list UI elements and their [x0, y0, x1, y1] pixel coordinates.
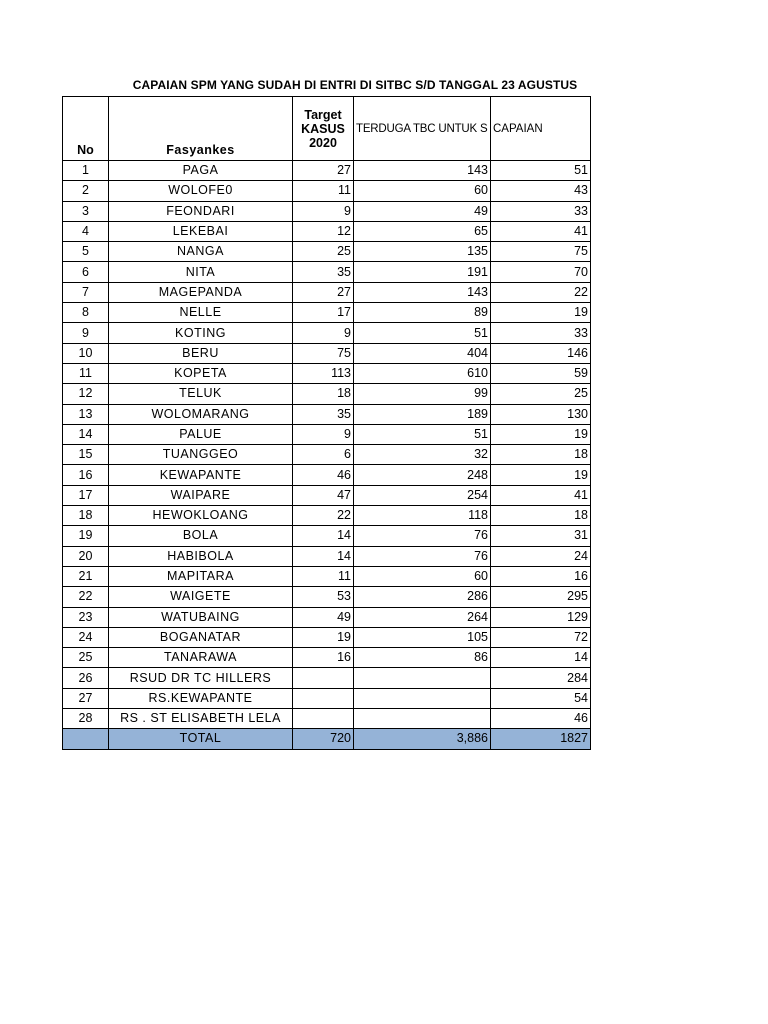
table-row	[63, 607, 591, 627]
row-no: 17	[63, 485, 109, 505]
row-fasyankes: BOLA	[109, 526, 293, 546]
total-no-cell	[63, 729, 109, 749]
row-terduga: 49	[354, 201, 491, 221]
row-terduga: 60	[354, 181, 491, 201]
row-no: 13	[63, 404, 109, 424]
row-capaian: 19	[491, 424, 591, 444]
row-terduga: 248	[354, 465, 491, 485]
row-no: 21	[63, 566, 109, 586]
table-row	[63, 709, 591, 729]
row-fasyankes: BERU	[109, 343, 293, 363]
row-target: 22	[293, 506, 354, 526]
row-capaian: 129	[491, 607, 591, 627]
row-no: 24	[63, 627, 109, 647]
row-fasyankes: KOTING	[109, 323, 293, 343]
row-fasyankes: BOGANATAR	[109, 627, 293, 647]
row-no: 16	[63, 465, 109, 485]
table-row	[63, 343, 591, 363]
row-no: 22	[63, 587, 109, 607]
total-target: 720	[293, 729, 354, 749]
row-capaian: 146	[491, 343, 591, 363]
row-capaian: 16	[491, 566, 591, 586]
row-capaian: 19	[491, 465, 591, 485]
row-fasyankes: NANGA	[109, 242, 293, 262]
row-no: 9	[63, 323, 109, 343]
row-no: 8	[63, 303, 109, 323]
row-terduga: 32	[354, 445, 491, 465]
row-capaian: 54	[491, 688, 591, 708]
row-capaian: 41	[491, 485, 591, 505]
table-row	[63, 363, 591, 383]
row-fasyankes: WATUBAING	[109, 607, 293, 627]
header-target	[293, 97, 354, 161]
row-no: 23	[63, 607, 109, 627]
row-terduga: 51	[354, 424, 491, 444]
row-target	[293, 668, 354, 688]
row-capaian: 22	[491, 282, 591, 302]
table-row	[63, 688, 591, 708]
row-target: 11	[293, 181, 354, 201]
row-target	[293, 688, 354, 708]
row-terduga	[354, 709, 491, 729]
table-row	[63, 201, 591, 221]
table-row	[63, 506, 591, 526]
row-terduga: 143	[354, 161, 491, 181]
row-fasyankes: NELLE	[109, 303, 293, 323]
row-capaian: 51	[491, 161, 591, 181]
table-row	[63, 445, 591, 465]
row-capaian: 72	[491, 627, 591, 647]
total-capaian: 1827	[491, 729, 591, 749]
table-row	[63, 303, 591, 323]
row-capaian: 18	[491, 506, 591, 526]
row-no: 11	[63, 363, 109, 383]
row-capaian: 41	[491, 221, 591, 241]
row-no: 12	[63, 384, 109, 404]
row-capaian: 284	[491, 668, 591, 688]
row-target: 53	[293, 587, 354, 607]
row-target: 49	[293, 607, 354, 627]
row-fasyankes: HABIBOLA	[109, 546, 293, 566]
row-terduga: 105	[354, 627, 491, 647]
row-capaian: 75	[491, 242, 591, 262]
row-capaian: 295	[491, 587, 591, 607]
row-target: 9	[293, 323, 354, 343]
row-fasyankes: MAPITARA	[109, 566, 293, 586]
row-terduga: 99	[354, 384, 491, 404]
total-label: TOTAL	[109, 729, 293, 749]
row-no: 7	[63, 282, 109, 302]
total-terduga: 3,886	[354, 729, 491, 749]
row-no: 15	[63, 445, 109, 465]
row-fasyankes: HEWOKLOANG	[109, 506, 293, 526]
table-row	[63, 161, 591, 181]
row-terduga: 610	[354, 363, 491, 383]
row-target: 47	[293, 485, 354, 505]
table-row	[63, 668, 591, 688]
row-no: 18	[63, 506, 109, 526]
table-row	[63, 526, 591, 546]
row-target: 14	[293, 546, 354, 566]
row-target: 6	[293, 445, 354, 465]
row-target: 27	[293, 161, 354, 181]
table-header-row	[63, 97, 591, 161]
row-capaian: 31	[491, 526, 591, 546]
row-fasyankes: TELUK	[109, 384, 293, 404]
table-row	[63, 221, 591, 241]
row-fasyankes: PAGA	[109, 161, 293, 181]
row-capaian: 24	[491, 546, 591, 566]
row-fasyankes: FEONDARI	[109, 201, 293, 221]
row-capaian: 33	[491, 201, 591, 221]
row-fasyankes: WAIGETE	[109, 587, 293, 607]
row-no: 25	[63, 648, 109, 668]
table-row	[63, 282, 591, 302]
row-no: 28	[63, 709, 109, 729]
row-terduga: 89	[354, 303, 491, 323]
row-fasyankes: WAIPARE	[109, 485, 293, 505]
row-no: 5	[63, 242, 109, 262]
row-target	[293, 709, 354, 729]
row-fasyankes: RS.KEWAPANTE	[109, 688, 293, 708]
sheet-title: CAPAIAN SPM YANG SUDAH DI ENTRI DI SITBC S/D TANGGAL 23 AGUSTUS	[132, 78, 578, 92]
row-capaian: 18	[491, 445, 591, 465]
row-fasyankes: PALUE	[109, 424, 293, 444]
row-no: 3	[63, 201, 109, 221]
row-terduga: 404	[354, 343, 491, 363]
table-row	[63, 627, 591, 647]
row-target: 19	[293, 627, 354, 647]
table-row	[63, 485, 591, 505]
row-terduga: 60	[354, 566, 491, 586]
row-terduga: 118	[354, 506, 491, 526]
row-fasyankes: LEKEBAI	[109, 221, 293, 241]
table-row	[63, 262, 591, 282]
row-no: 27	[63, 688, 109, 708]
header-target-line3: 2020	[309, 135, 337, 150]
row-terduga: 76	[354, 546, 491, 566]
row-no: 6	[63, 262, 109, 282]
table-row	[63, 465, 591, 485]
row-fasyankes: MAGEPANDA	[109, 282, 293, 302]
row-fasyankes: KEWAPANTE	[109, 465, 293, 485]
header-fasyankes: Fasyankes	[109, 97, 293, 161]
row-target: 46	[293, 465, 354, 485]
total-row	[63, 729, 591, 749]
row-target: 16	[293, 648, 354, 668]
row-capaian: 46	[491, 709, 591, 729]
table-row	[63, 384, 591, 404]
table-body	[63, 161, 591, 729]
row-terduga: 191	[354, 262, 491, 282]
row-capaian: 59	[491, 363, 591, 383]
row-target: 17	[293, 303, 354, 323]
table-row	[63, 566, 591, 586]
row-target: 9	[293, 201, 354, 221]
row-capaian: 130	[491, 404, 591, 424]
row-capaian: 25	[491, 384, 591, 404]
table-row	[63, 404, 591, 424]
capaian-table	[62, 96, 591, 750]
row-target: 27	[293, 282, 354, 302]
header-target-line2: KASUS	[301, 121, 345, 136]
row-no: 20	[63, 546, 109, 566]
row-fasyankes: TUANGGEO	[109, 445, 293, 465]
row-fasyankes: RS . ST ELISABETH LELA	[109, 709, 293, 729]
row-terduga: 143	[354, 282, 491, 302]
row-no: 1	[63, 161, 109, 181]
row-terduga	[354, 688, 491, 708]
table-row	[63, 587, 591, 607]
row-fasyankes: RSUD DR TC HILLERS	[109, 668, 293, 688]
row-fasyankes: TANARAWA	[109, 648, 293, 668]
row-fasyankes: WOLOMARANG	[109, 404, 293, 424]
row-terduga: 264	[354, 607, 491, 627]
header-terduga: TERDUGA TBC UNTUK S	[354, 97, 491, 161]
row-terduga: 286	[354, 587, 491, 607]
row-no: 19	[63, 526, 109, 546]
row-fasyankes: WOLOFE0	[109, 181, 293, 201]
row-terduga: 254	[354, 485, 491, 505]
row-capaian: 19	[491, 303, 591, 323]
row-target: 12	[293, 221, 354, 241]
row-target: 25	[293, 242, 354, 262]
row-capaian: 14	[491, 648, 591, 668]
row-capaian: 33	[491, 323, 591, 343]
row-target: 11	[293, 566, 354, 586]
row-no: 4	[63, 221, 109, 241]
row-terduga: 65	[354, 221, 491, 241]
row-target: 9	[293, 424, 354, 444]
table-row	[63, 181, 591, 201]
row-target: 75	[293, 343, 354, 363]
row-no: 26	[63, 668, 109, 688]
row-terduga: 86	[354, 648, 491, 668]
row-target: 35	[293, 262, 354, 282]
table-row	[63, 546, 591, 566]
row-terduga: 135	[354, 242, 491, 262]
row-no: 10	[63, 343, 109, 363]
row-capaian: 70	[491, 262, 591, 282]
header-no: No	[63, 97, 109, 161]
row-target: 35	[293, 404, 354, 424]
table-row	[63, 648, 591, 668]
table-row	[63, 242, 591, 262]
header-capaian: CAPAIAN	[491, 97, 591, 161]
row-terduga	[354, 668, 491, 688]
row-terduga: 76	[354, 526, 491, 546]
row-terduga: 189	[354, 404, 491, 424]
row-target: 14	[293, 526, 354, 546]
row-fasyankes: KOPETA	[109, 363, 293, 383]
row-no: 14	[63, 424, 109, 444]
table-row	[63, 323, 591, 343]
row-terduga: 51	[354, 323, 491, 343]
header-target-line1: Target	[304, 107, 342, 122]
table-row	[63, 424, 591, 444]
row-fasyankes: NITA	[109, 262, 293, 282]
row-capaian: 43	[491, 181, 591, 201]
row-target: 113	[293, 363, 354, 383]
row-no: 2	[63, 181, 109, 201]
row-target: 18	[293, 384, 354, 404]
